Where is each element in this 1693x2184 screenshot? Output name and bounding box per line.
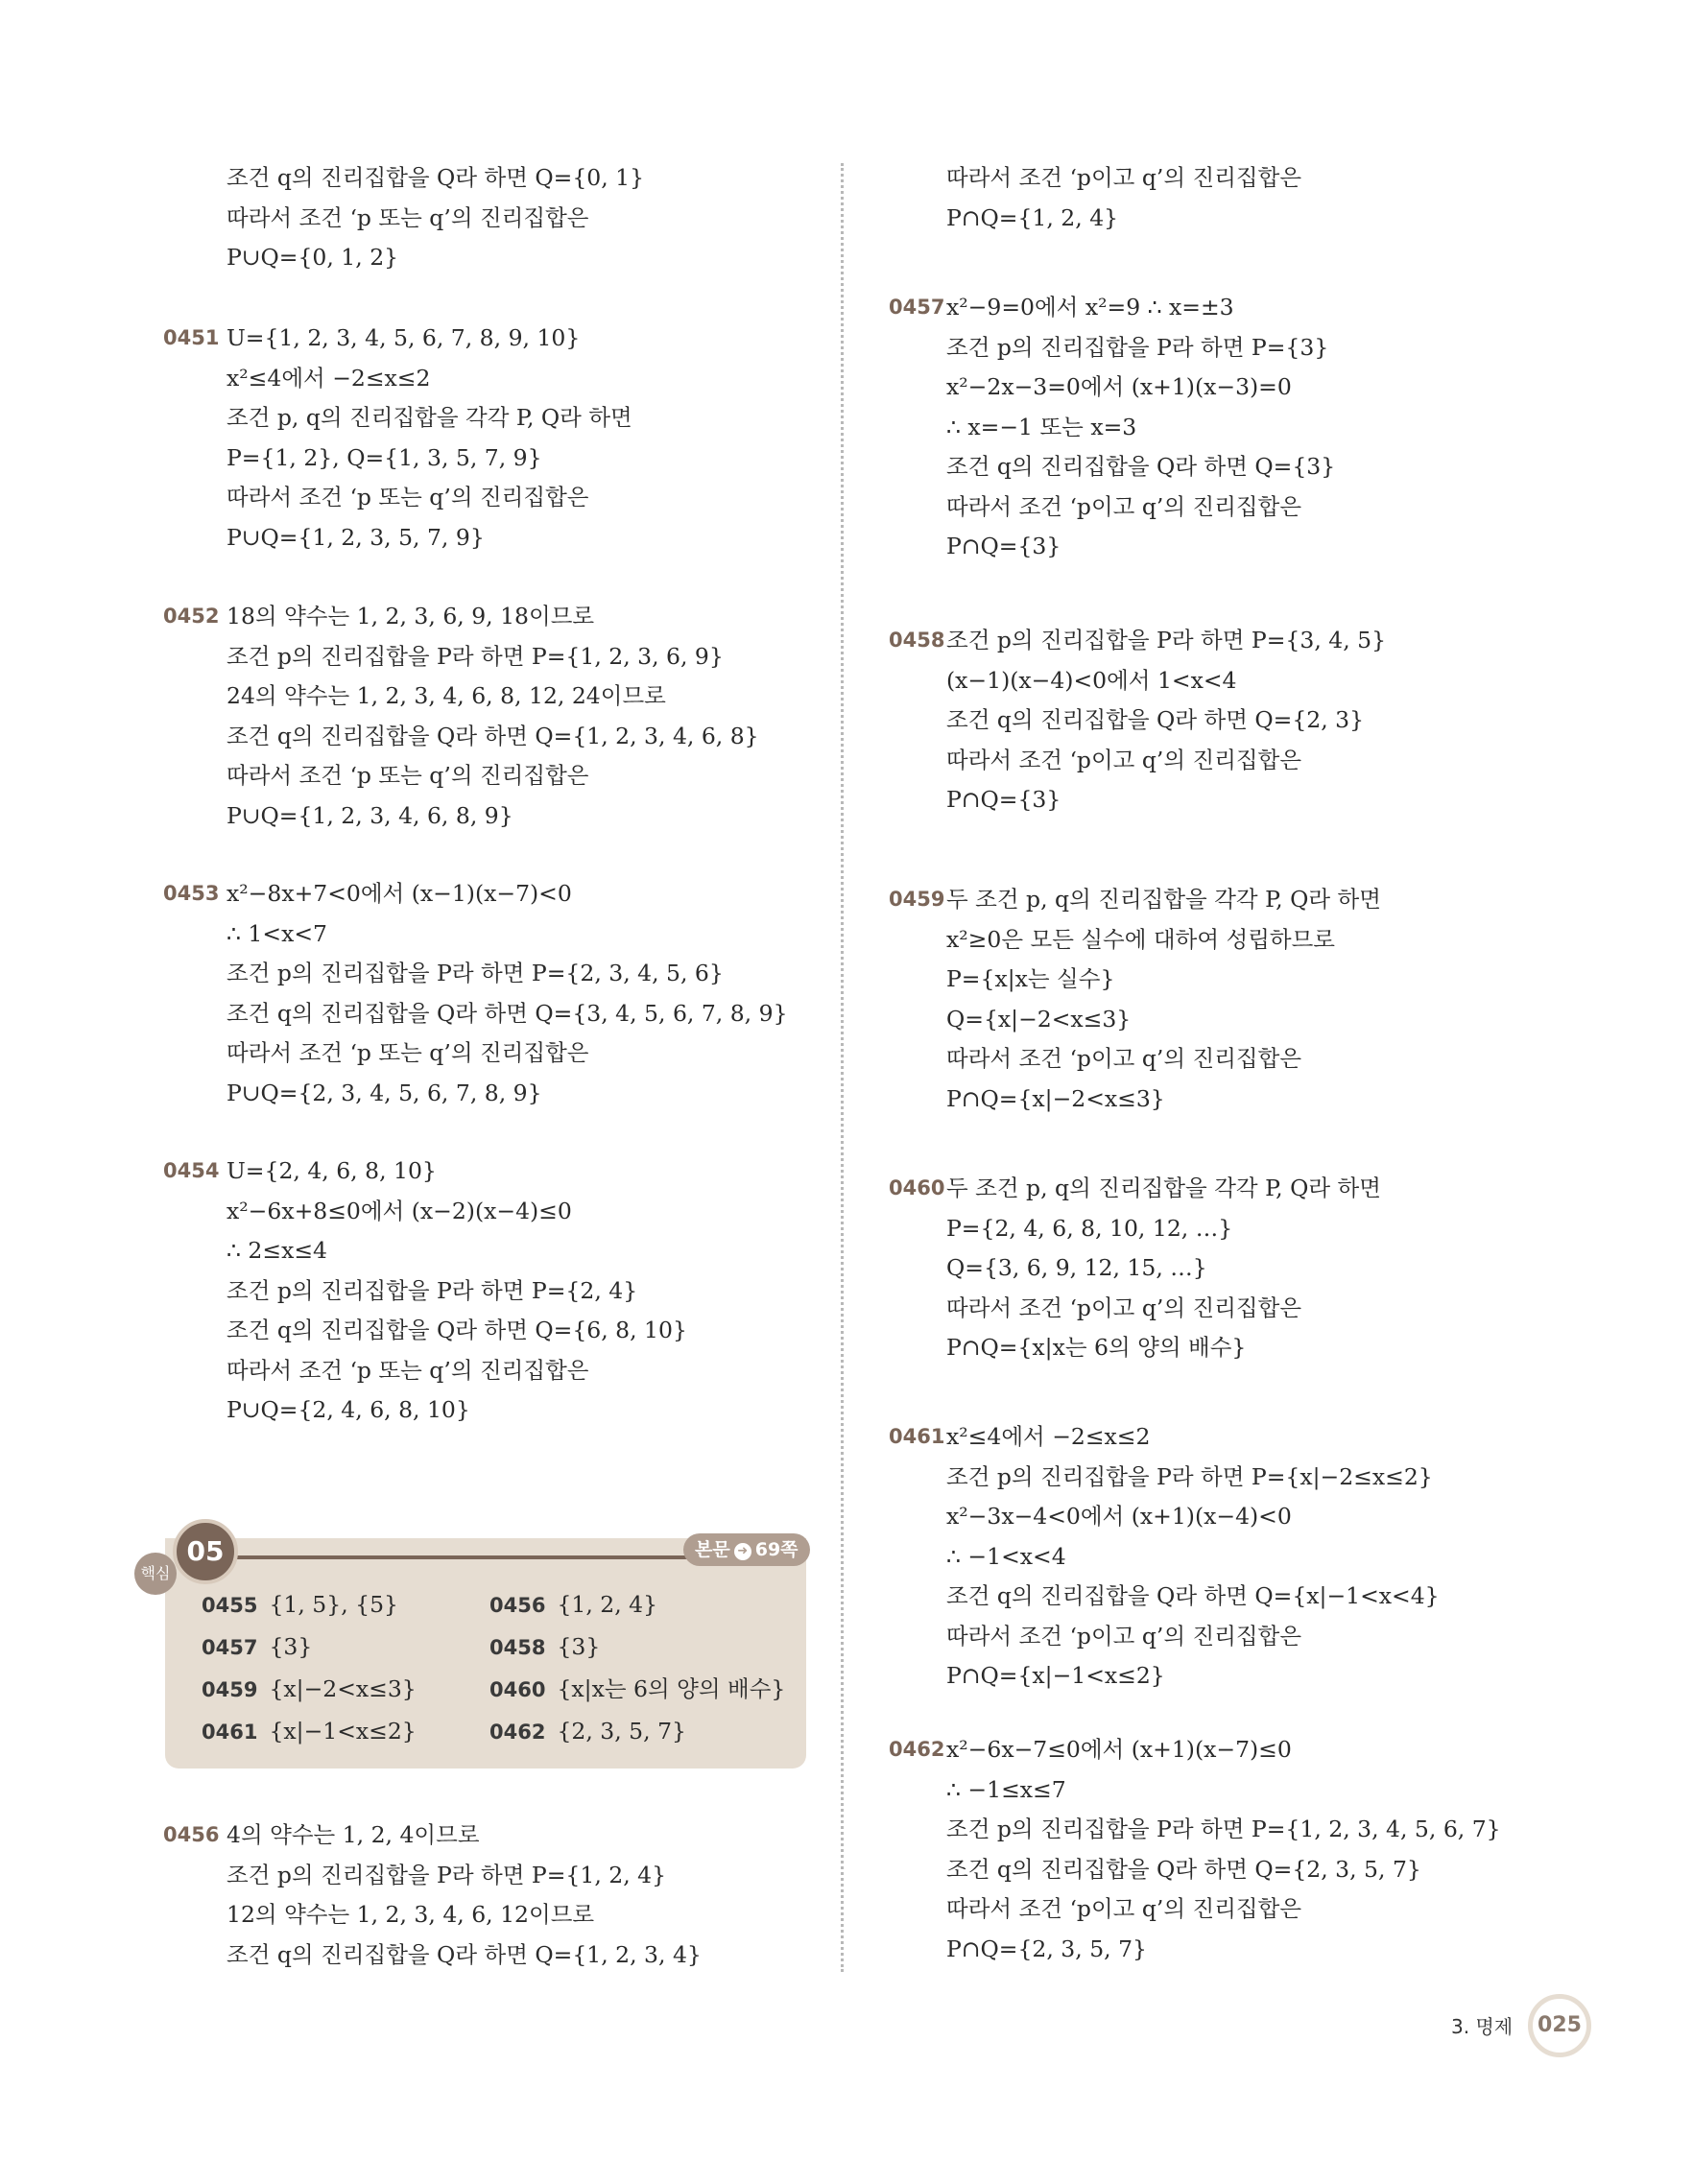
solution-0459 <box>854 880 1641 1119</box>
solution-0462 <box>854 1730 1641 1969</box>
solution-line: 따라서 조건 ‘p 또는 q’의 진리집합은 <box>227 1039 589 1066</box>
key-answer-value: {1, 2, 4} <box>557 1591 658 1618</box>
solution-line: Q={x|−2<x≤3} <box>946 1005 1132 1033</box>
solution-line: P∩Q={2, 3, 5, 7} <box>946 1935 1147 1962</box>
page-number: 025 <box>1528 1994 1591 2057</box>
solution-line: 따라서 조건 ‘p 또는 q’의 진리집합은 <box>227 762 589 789</box>
key-answer-value: {1, 5}, {5} <box>269 1591 398 1618</box>
solution-line: ∴ 2≤x≤4 <box>227 1237 327 1264</box>
solution-line: 24의 약수는 1, 2, 3, 4, 6, 8, 12, 24이므로 <box>227 682 666 709</box>
solution-line: 12의 약수는 1, 2, 3, 4, 6, 12이므로 <box>227 1901 595 1928</box>
solution-continued <box>0 158 787 278</box>
problem-number: 0460 <box>889 1176 945 1199</box>
solution-line: P∪Q={2, 4, 6, 8, 10} <box>227 1396 470 1423</box>
key-ref-page: 69쪽 <box>754 1539 799 1560</box>
solution-line: P∩Q={3} <box>946 786 1061 813</box>
solution-line: 따라서 조건 ‘p이고 q’의 진리집합은 <box>946 164 1302 191</box>
solution-line: 조건 p의 진리집합을 P라 하면 P={2, 4} <box>227 1276 638 1304</box>
solution-line: 따라서 조건 ‘p이고 q’의 진리집합은 <box>946 492 1302 520</box>
solution-line: ∴ x=−1 또는 x=3 <box>946 413 1137 440</box>
solution-0460 <box>854 1169 1641 1368</box>
solution-line: 조건 p의 진리집합을 P라 하면 P={3} <box>946 333 1329 361</box>
key-answer-number: 0461 <box>202 1721 258 1744</box>
solution-0456 <box>0 1816 787 1975</box>
solution-line: 조건 p의 진리집합을 P라 하면 P={3, 4, 5} <box>946 627 1387 653</box>
solution-line: x²≥0은 모든 실수에 대하여 성립하므로 <box>946 925 1336 953</box>
key-answer-value: {2, 3, 5, 7} <box>557 1718 686 1745</box>
chapter-label: 3. 명제 <box>1451 2015 1514 2038</box>
problem-number: 0462 <box>889 1738 945 1761</box>
solution-line: 따라서 조건 ‘p이고 q’의 진리집합은 <box>946 1622 1302 1650</box>
solution-line: 따라서 조건 ‘p 또는 q’의 진리집합은 <box>227 203 589 231</box>
solution-0454 <box>0 1151 787 1431</box>
solution-line: P∩Q={x|−2<x≤3} <box>946 1084 1165 1112</box>
solution-line: ∴ 1<x<7 <box>227 919 327 947</box>
key-answer-value: {x|x는 6의 양의 배수} <box>557 1675 786 1702</box>
solution-line: 18의 약수는 1, 2, 3, 6, 9, 18이므로 <box>227 603 595 629</box>
key-answer-number: 0455 <box>202 1594 258 1617</box>
key-ref-label: 본문 <box>695 1539 730 1560</box>
key-answer-item <box>489 1585 657 1625</box>
solution-line: 조건 p, q의 진리집합을 각각 P, Q라 하면 <box>227 404 632 431</box>
solution-line: 따라서 조건 ‘p이고 q’의 진리집합은 <box>946 1045 1302 1072</box>
key-badge: 05 <box>173 1519 238 1584</box>
solution-line: 조건 p의 진리집합을 P라 하면 P={1, 2, 3, 4, 5, 6, 7} <box>946 1816 1501 1842</box>
solution-line: P∪Q={1, 2, 3, 4, 6, 8, 9} <box>227 801 513 829</box>
solution-line: P∩Q={3} <box>946 533 1061 559</box>
solution-line: 조건 p의 진리집합을 P라 하면 P={x|−2≤x≤2} <box>946 1462 1433 1490</box>
solution-line: ∴ −1<x<4 <box>946 1542 1066 1570</box>
solution-line: 따라서 조건 ‘p이고 q’의 진리집합은 <box>946 1895 1302 1922</box>
key-tag: 핵심 <box>134 1553 177 1595</box>
solution-line: 조건 p의 진리집합을 P라 하면 P={1, 2, 3, 6, 9} <box>227 642 724 670</box>
solution-line: 조건 p의 진리집합을 P라 하면 P={1, 2, 4} <box>227 1861 667 1888</box>
key-answer-item <box>489 1712 686 1751</box>
solution-line: 조건 p의 진리집합을 P라 하면 P={2, 3, 4, 5, 6} <box>227 960 724 986</box>
key-answer-item <box>202 1712 417 1751</box>
problem-number: 0451 <box>163 326 220 349</box>
solution-line: x²≤4에서 −2≤x≤2 <box>227 364 431 392</box>
solution-line: 두 조건 p, q의 진리집합을 각각 P, Q라 하면 <box>946 886 1381 913</box>
solution-0453 <box>0 874 787 1113</box>
solution-line: 조건 q의 진리집합을 Q라 하면 Q={2, 3} <box>946 706 1365 733</box>
key-reference <box>683 1533 810 1566</box>
solution-line: 조건 q의 진리집합을 Q라 하면 Q={6, 8, 10} <box>227 1317 687 1343</box>
solution-line: P={2, 4, 6, 8, 10, 12, …} <box>946 1214 1233 1242</box>
problem-number: 0458 <box>889 629 945 652</box>
solution-line: P={x|x는 실수} <box>946 965 1115 992</box>
solution-line: U={1, 2, 3, 4, 5, 6, 7, 8, 9, 10} <box>227 324 581 351</box>
solution-line: x²−3x−4<0에서 (x+1)(x−4)<0 <box>946 1503 1292 1530</box>
column-divider <box>841 163 844 1972</box>
solution-line: 조건 q의 진리집합을 Q라 하면 Q={1, 2, 3, 4} <box>227 1940 702 1968</box>
key-answer-number: 0459 <box>202 1678 258 1701</box>
solution-line: U={2, 4, 6, 8, 10} <box>227 1157 437 1184</box>
solution-line: ∴ −1≤x≤7 <box>946 1775 1066 1803</box>
solution-0457 <box>854 288 1641 567</box>
solution-line: Q={3, 6, 9, 12, 15, …} <box>946 1254 1207 1281</box>
solution-line: P∩Q={x|x는 6의 양의 배수} <box>946 1334 1247 1361</box>
problem-number: 0461 <box>889 1425 945 1448</box>
solution-line: 따라서 조건 ‘p이고 q’의 진리집합은 <box>946 1294 1302 1321</box>
solution-line: 조건 q의 진리집합을 Q라 하면 Q={1, 2, 3, 4, 6, 8} <box>227 722 759 749</box>
solution-line: P∪Q={2, 3, 4, 5, 6, 7, 8, 9} <box>227 1079 542 1106</box>
problem-number: 0459 <box>889 888 945 911</box>
solution-line: 두 조건 p, q의 진리집합을 각각 P, Q라 하면 <box>946 1175 1381 1201</box>
problem-number: 0453 <box>163 882 220 905</box>
solution-line: x²−6x+8≤0에서 (x−2)(x−4)≤0 <box>227 1197 572 1224</box>
solution-line: 따라서 조건 ‘p 또는 q’의 진리집합은 <box>227 1356 589 1384</box>
key-answer-item <box>202 1585 398 1625</box>
key-answer-number: 0460 <box>489 1678 546 1701</box>
solution-line: 조건 q의 진리집합을 Q라 하면 Q={x|−1<x<4} <box>946 1582 1440 1609</box>
key-answer-number: 0458 <box>489 1636 546 1659</box>
solution-line: 따라서 조건 ‘p 또는 q’의 진리집합은 <box>227 484 589 510</box>
key-answer-number: 0456 <box>489 1594 546 1617</box>
solution-line: 조건 q의 진리집합을 Q라 하면 Q={0, 1} <box>227 164 645 191</box>
problem-number: 0454 <box>163 1159 220 1182</box>
key-answer-value: {x|−2<x≤3} <box>269 1675 417 1702</box>
solution-line: P∪Q={0, 1, 2} <box>227 244 399 271</box>
solution-0451 <box>0 319 787 558</box>
solution-line: x²−2x−3=0에서 (x+1)(x−3)=0 <box>946 373 1292 400</box>
solution-0461 <box>854 1417 1641 1697</box>
solution-line: 4의 약수는 1, 2, 4이므로 <box>227 1821 480 1848</box>
problem-number: 0457 <box>889 296 945 319</box>
solution-line: 조건 q의 진리집합을 Q라 하면 Q={2, 3, 5, 7} <box>946 1855 1421 1883</box>
key-answer-value: {3} <box>557 1633 601 1660</box>
key-answer-item <box>489 1670 785 1709</box>
solution-0458 <box>854 621 1641 820</box>
solution-line: P={1, 2}, Q={1, 3, 5, 7, 9} <box>227 443 542 471</box>
solution-line: x²≤4에서 −2≤x≤2 <box>946 1423 1151 1450</box>
solution-line: P∪Q={1, 2, 3, 5, 7, 9} <box>227 523 485 551</box>
solution-0452 <box>0 597 787 836</box>
solution-line: 조건 q의 진리집합을 Q라 하면 Q={3, 4, 5, 6, 7, 8, 9} <box>227 999 788 1027</box>
key-answer-item <box>489 1627 600 1667</box>
problem-number: 0456 <box>163 1823 220 1846</box>
solution-line: (x−1)(x−4)<0에서 1<x<4 <box>946 666 1237 694</box>
problem-number: 0452 <box>163 605 220 628</box>
solution-continued <box>854 158 1641 238</box>
key-answer-number: 0457 <box>202 1636 258 1659</box>
solution-line: 따라서 조건 ‘p이고 q’의 진리집합은 <box>946 746 1302 773</box>
arrow-right-icon: ➜ <box>734 1543 751 1560</box>
key-answer-value: {x|−1<x≤2} <box>269 1718 417 1745</box>
solution-line: x²−6x−7≤0에서 (x+1)(x−7)≤0 <box>946 1736 1292 1763</box>
key-answer-number: 0462 <box>489 1721 546 1744</box>
solution-line: x²−9=0에서 x²=9 ∴ x=±3 <box>946 294 1234 320</box>
solution-line: P∩Q={x|−1<x≤2} <box>946 1662 1165 1689</box>
solution-line: P∩Q={1, 2, 4} <box>946 203 1119 231</box>
key-answer-value: {3} <box>269 1633 313 1660</box>
key-answer-item <box>202 1627 312 1667</box>
key-answer-item <box>202 1670 417 1709</box>
solution-line: 조건 q의 진리집합을 Q라 하면 Q={3} <box>946 453 1336 480</box>
solution-line: x²−8x+7<0에서 (x−1)(x−7)<0 <box>227 880 572 907</box>
